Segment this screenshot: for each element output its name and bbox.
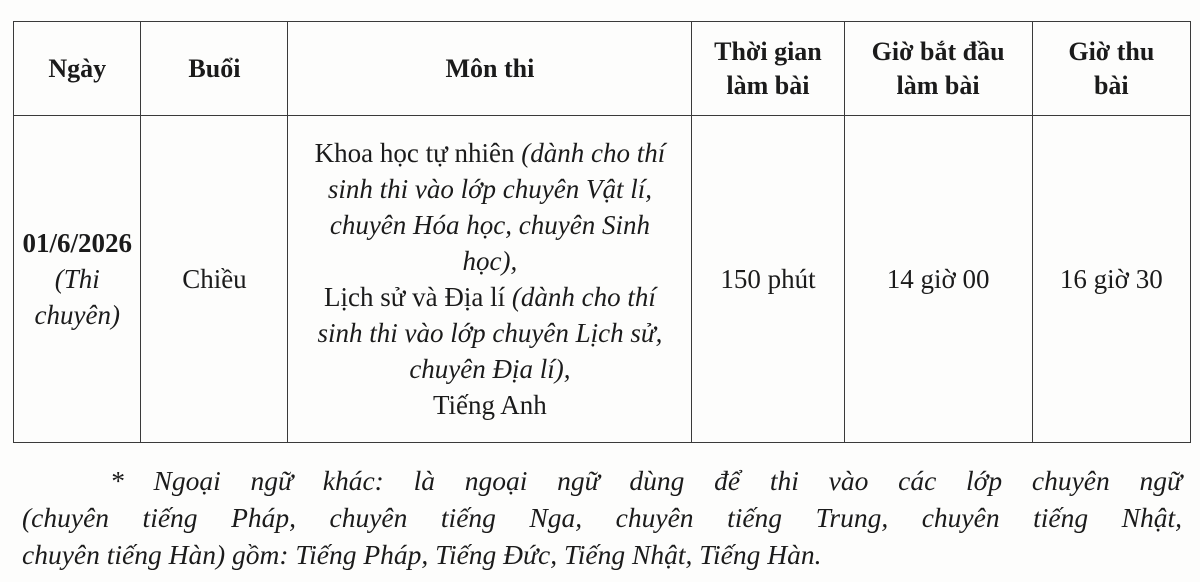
subject-item	[302, 387, 677, 423]
exam-session: Chiều	[182, 264, 247, 294]
subject-note: (dành cho thí sinh thi vào lớp chuyên Lịch sử, chuyên Địa lí),	[317, 282, 663, 384]
cell-end-time	[1032, 116, 1190, 443]
header-session	[141, 22, 288, 116]
exam-duration: 150 phút	[720, 264, 816, 294]
exam-date-note-line1: (Thi	[54, 264, 100, 294]
footnote-line2: (chuyên tiếng Pháp, chuyên tiếng Nga, chuyên tiếng Trung, chuyên tiếng Nhật,	[22, 502, 1182, 533]
exam-date-note-line2: chuyên)	[34, 300, 120, 330]
table-row	[14, 116, 1191, 443]
footnote-line3: chuyên tiếng Hàn) gồm: Tiếng Pháp, Tiếng Đức, Tiếng Nhật, Tiếng Hàn.	[22, 539, 822, 570]
header-end-line2: bài	[1093, 70, 1129, 100]
header-date	[14, 22, 141, 116]
header-start-line2: làm bài	[896, 70, 980, 100]
cell-duration	[692, 116, 844, 443]
subject-name: Khoa học tự nhiên	[314, 138, 522, 168]
header-duration	[692, 22, 844, 116]
table-header-row	[14, 22, 1191, 116]
subject-item	[302, 279, 677, 387]
header-duration-line2: làm bài	[726, 70, 810, 100]
header-session-label: Buổi	[188, 53, 241, 83]
header-subject-label: Môn thi	[445, 53, 535, 83]
header-start-time	[844, 22, 1032, 116]
subject-item	[302, 135, 677, 279]
cell-session	[141, 116, 288, 443]
footnote	[22, 462, 1182, 573]
exam-end-time: 16 giờ 30	[1059, 264, 1163, 294]
header-subject	[288, 22, 692, 116]
subject-name: Lịch sử và Địa lí	[324, 282, 512, 312]
header-end-line1: Giờ thu	[1068, 36, 1155, 66]
exam-start-time: 14 giờ 00	[886, 264, 990, 294]
exam-schedule-table	[13, 21, 1191, 443]
header-end-time	[1032, 22, 1190, 116]
cell-subjects	[288, 116, 692, 443]
cell-start-time	[844, 116, 1032, 443]
cell-date	[14, 116, 141, 443]
subject-note: (dành cho thí sinh thi vào lớp chuyên Vật lí, chuyên Hóa học, chuyên Sinh học),	[327, 138, 666, 276]
footnote-line1: * Ngoại ngữ khác: là ngoại ngữ dùng để thi vào các lớp chuyên ngữ	[110, 465, 1182, 496]
header-date-label: Ngày	[48, 53, 107, 83]
exam-date: 01/6/2026	[22, 228, 132, 258]
header-start-line1: Giờ bắt đầu	[871, 36, 1005, 66]
subject-name: Tiếng Anh	[433, 390, 547, 420]
header-duration-line1: Thời gian	[714, 36, 822, 66]
